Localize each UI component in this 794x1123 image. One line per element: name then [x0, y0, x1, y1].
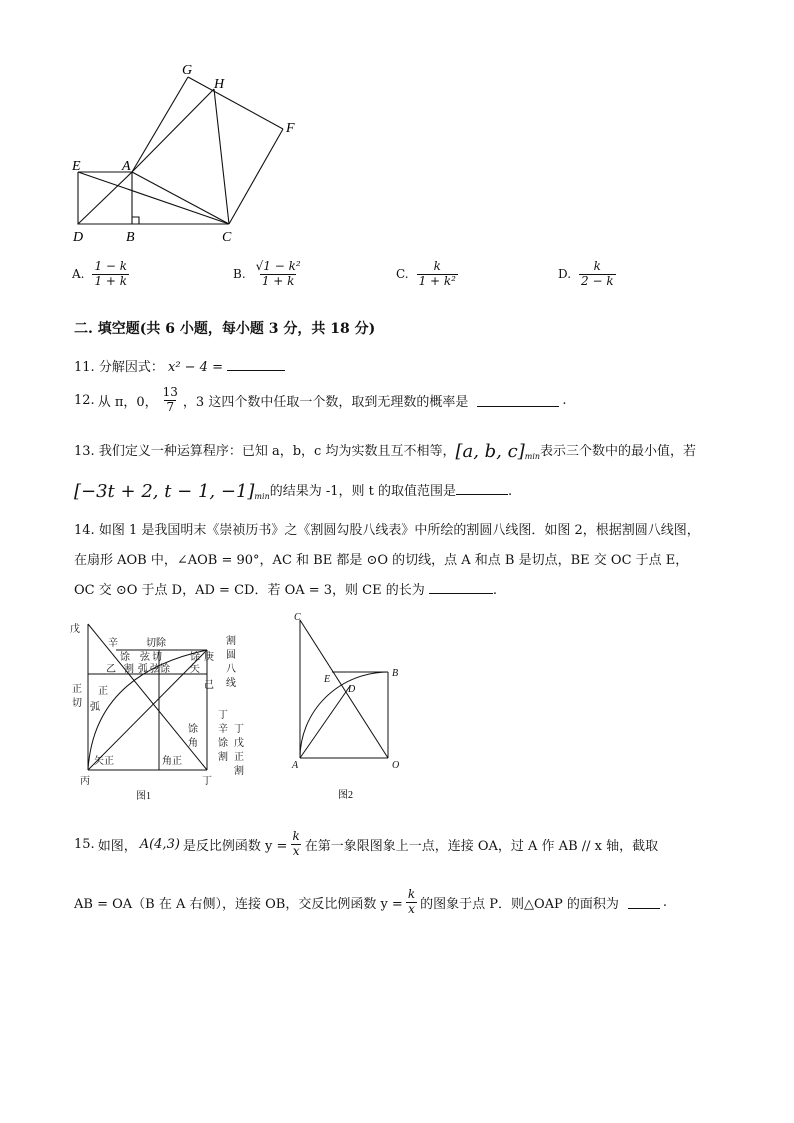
q13-answer-blank[interactable] — [456, 482, 508, 495]
fig2-label-O: O — [392, 760, 400, 771]
fig1-xinyuge-3: 割 — [218, 752, 228, 763]
q15-frac1-den: x — [292, 843, 300, 858]
q11-answer-blank[interactable] — [227, 358, 285, 371]
option-d-den: 2 − k — [581, 273, 614, 288]
option-c-fraction — [417, 260, 458, 289]
fig2-label-E: E — [324, 674, 331, 685]
option-d-num: k — [593, 259, 601, 273]
label-G: G — [182, 63, 193, 78]
option-a-letter: A. — [72, 267, 85, 282]
fig1-bing: 丙 — [80, 776, 90, 787]
fig1-zhengqie2: 切 — [72, 698, 82, 709]
q15-number: 15. — [74, 836, 95, 852]
fig1-caption: 图1 — [136, 791, 151, 802]
option-d-letter: D. — [558, 267, 572, 282]
q15-frac2 — [406, 888, 417, 917]
q11-number: 11. — [74, 360, 95, 375]
option-a[interactable] — [72, 260, 129, 289]
fig1-jiaozheng: 角正 — [162, 756, 182, 767]
q15-line2-post: 的图象于点 P．则△OAP 的面积为 — [420, 896, 619, 912]
fig1-yu2: 馀 — [190, 652, 200, 663]
q13-number: 13. — [74, 444, 95, 459]
label-H: H — [214, 77, 225, 92]
q13-line1-post: 表示三个数中的最小值，若 — [540, 444, 697, 459]
q11-expression: x² − 4 = — [167, 360, 223, 375]
fig1-yujiao1: 馀 — [188, 724, 198, 735]
fig1-gyb1: 割 — [226, 636, 236, 647]
fig1-shi: 矢 — [190, 664, 200, 675]
question-14-line3: OC 交 ⊙O 于点 D，AD = CD．若 OA = 3，则 CE 的长为 . — [74, 583, 498, 598]
fig1-wuzhengge-1: 戊 — [234, 738, 244, 749]
fig1-gyb3: 八 — [226, 664, 236, 675]
label-F: F — [286, 121, 295, 136]
figure-1-diagram — [66, 614, 266, 804]
fig1-xin: 辛 — [108, 638, 118, 649]
option-c-letter: C. — [396, 267, 409, 282]
q12-answer-blank[interactable] — [477, 394, 559, 407]
fig2-caption: 图2 — [338, 790, 353, 801]
question-13-line1 — [74, 440, 696, 462]
figure-2-diagram — [288, 610, 410, 804]
option-c[interactable] — [396, 260, 458, 289]
q15-line2-pre: AB = OA（B 在 A 右侧），连接 OB，交反比例函数 y = — [74, 896, 403, 912]
question-13-line2: [−3t + 2, t − 1, $-1]_{min}$的结果为 -1，则 t 的取值范围是 . — [74, 481, 513, 502]
fig1-xinyuge-1: 辛 — [218, 724, 228, 735]
option-c-num: k — [433, 259, 441, 273]
option-b-fraction — [254, 260, 303, 289]
label-C: C — [222, 230, 232, 245]
q14-line2: 在扇形 AOB 中，∠AOB = 90°，AC 和 BE 都是 ⊙O 的切线，点 A 和点 B 是切点，BE 交 OC 于点 E， — [74, 553, 689, 568]
q12-number: 12. — [74, 392, 95, 408]
fig1-qie: 切 — [152, 652, 162, 663]
option-b-letter: B. — [233, 267, 246, 282]
fig1-yu1: 馀 — [120, 652, 130, 663]
fig1-geng: 庚 — [204, 652, 214, 663]
question-11 — [74, 356, 285, 375]
option-d[interactable] — [558, 260, 616, 289]
q13-bracket1: [a, b, c] — [455, 441, 525, 462]
fig1-gyb2: 圆 — [226, 650, 236, 661]
question-14-line1 — [74, 519, 700, 538]
fig1-yujiao2: 角 — [188, 738, 198, 749]
fig1-xianyu: 弦馀 — [150, 664, 170, 675]
q12-fraction — [161, 386, 180, 415]
option-c-den: 1 + k² — [418, 273, 456, 288]
option-d-fraction — [579, 260, 616, 289]
question-15-line2: AB = OA（B 在 A 右侧），连接 OB，交反比例函数 y = $\frac{k}{x}$ 的图象于点 P．则△OAP 的面积为 . — [74, 887, 668, 916]
fig1-zhenghu1: 正 — [98, 686, 108, 697]
option-a-num: 1 − k — [94, 259, 128, 273]
fig1-wuzhengge-3: 割 — [234, 766, 244, 777]
option-b[interactable] — [233, 260, 303, 289]
q11-text: 分解因式： — [98, 360, 164, 375]
question-15-line1 — [74, 830, 658, 859]
q14-answer-blank[interactable] — [429, 581, 493, 594]
fig2-label-C: C — [294, 612, 301, 623]
q14-number: 14. — [74, 523, 95, 538]
fig1-ding2: 丁 — [202, 776, 212, 787]
q15-line1-post: 在第一象限图象上一点，连接 OA，过 A 作 AB // x 轴，截取 — [304, 838, 659, 854]
q13-line1-pre: 我们定义一种运算程序：已知 a，b，c 均为实数且互不相等， — [98, 444, 456, 459]
label-A: A — [122, 159, 131, 174]
q13-min1: min — [524, 452, 541, 461]
q13-min2: min — [254, 492, 270, 501]
label-D: D — [73, 230, 84, 245]
geometry-figure-top — [60, 58, 310, 250]
label-E: E — [72, 159, 81, 174]
fig1-hu1: 弧 — [138, 664, 148, 675]
q14-line3: OC 交 ⊙O 于点 D，AD = CD．若 OA = 3，则 CE 的长为 — [74, 583, 425, 598]
question-12: 12. 从 π，0， $\frac{13}{7}$ ，3 这四个数中任取一个数，取到无理数的概率是 . — [74, 385, 567, 414]
q12-frac-den: 7 — [166, 399, 175, 414]
q12-pre: 从 π，0， — [97, 394, 158, 410]
fig1-xian1: 弦 — [140, 652, 150, 663]
q15-line1-mid: 是反比例函数 y = — [182, 838, 288, 854]
fig1-shizheng: 矢正 — [94, 756, 114, 767]
q13-bracket2: [−3t + 2, t − 1, −1] — [74, 481, 255, 502]
q15-point: A(4,3) — [139, 836, 180, 852]
fig1-yi: 乙 — [106, 664, 116, 675]
option-b-num: √1 − k² — [255, 259, 301, 273]
q15-line1-pre: 如图， — [97, 838, 137, 854]
fig2-label-B: B — [392, 668, 399, 679]
fig1-zhenghu2: 弧 — [90, 702, 100, 713]
label-B: B — [126, 230, 135, 245]
fig2-label-A: A — [292, 760, 299, 771]
q15-frac1-num: k — [292, 829, 300, 843]
fig1-xinyuge-0: 丁 — [218, 710, 228, 721]
option-b-den: 1 + k — [261, 273, 295, 288]
fig1-zhengqie1: 正 — [72, 684, 82, 695]
fig2-label-D: D — [348, 684, 356, 695]
fig1-wuzhengge-2: 正 — [234, 752, 244, 763]
option-a-den: 1 + k — [94, 273, 128, 288]
question-14-line2 — [74, 549, 688, 568]
option-a-fraction — [92, 260, 129, 289]
q14-line1: 如图 1 是我国明末《崇祯历书》之《割圆勾股八线表》中所绘的割圆八线图．如图 2，根据割圆八线图， — [98, 523, 700, 538]
q15-answer-blank[interactable] — [628, 896, 660, 909]
fig1-xinyuge-2: 馀 — [218, 738, 228, 749]
fig1-qiechu: 切除 — [146, 638, 166, 649]
fig1-wu: 戊 — [70, 624, 80, 635]
fig1-ji: 己 — [204, 680, 214, 691]
q15-frac2-num: k — [407, 887, 416, 901]
q12-frac-num: 13 — [162, 385, 178, 399]
fig1-gyb4: 线 — [226, 678, 236, 689]
q15-frac1 — [290, 830, 301, 859]
q13-line2-post: 的结果为 -1，则 t 的取值范围是 — [269, 484, 457, 499]
q12-post: ，3 这四个数中任取一个数，取到无理数的概率是 — [182, 394, 469, 410]
section-heading: 二. 填空题(共 6 小题，每小题 3 分，共 18 分) — [74, 321, 376, 337]
fig1-wuzhengge-0: 丁 — [234, 724, 244, 735]
q15-frac2-den: x — [408, 901, 415, 916]
fig1-ge: 割 — [124, 664, 134, 675]
